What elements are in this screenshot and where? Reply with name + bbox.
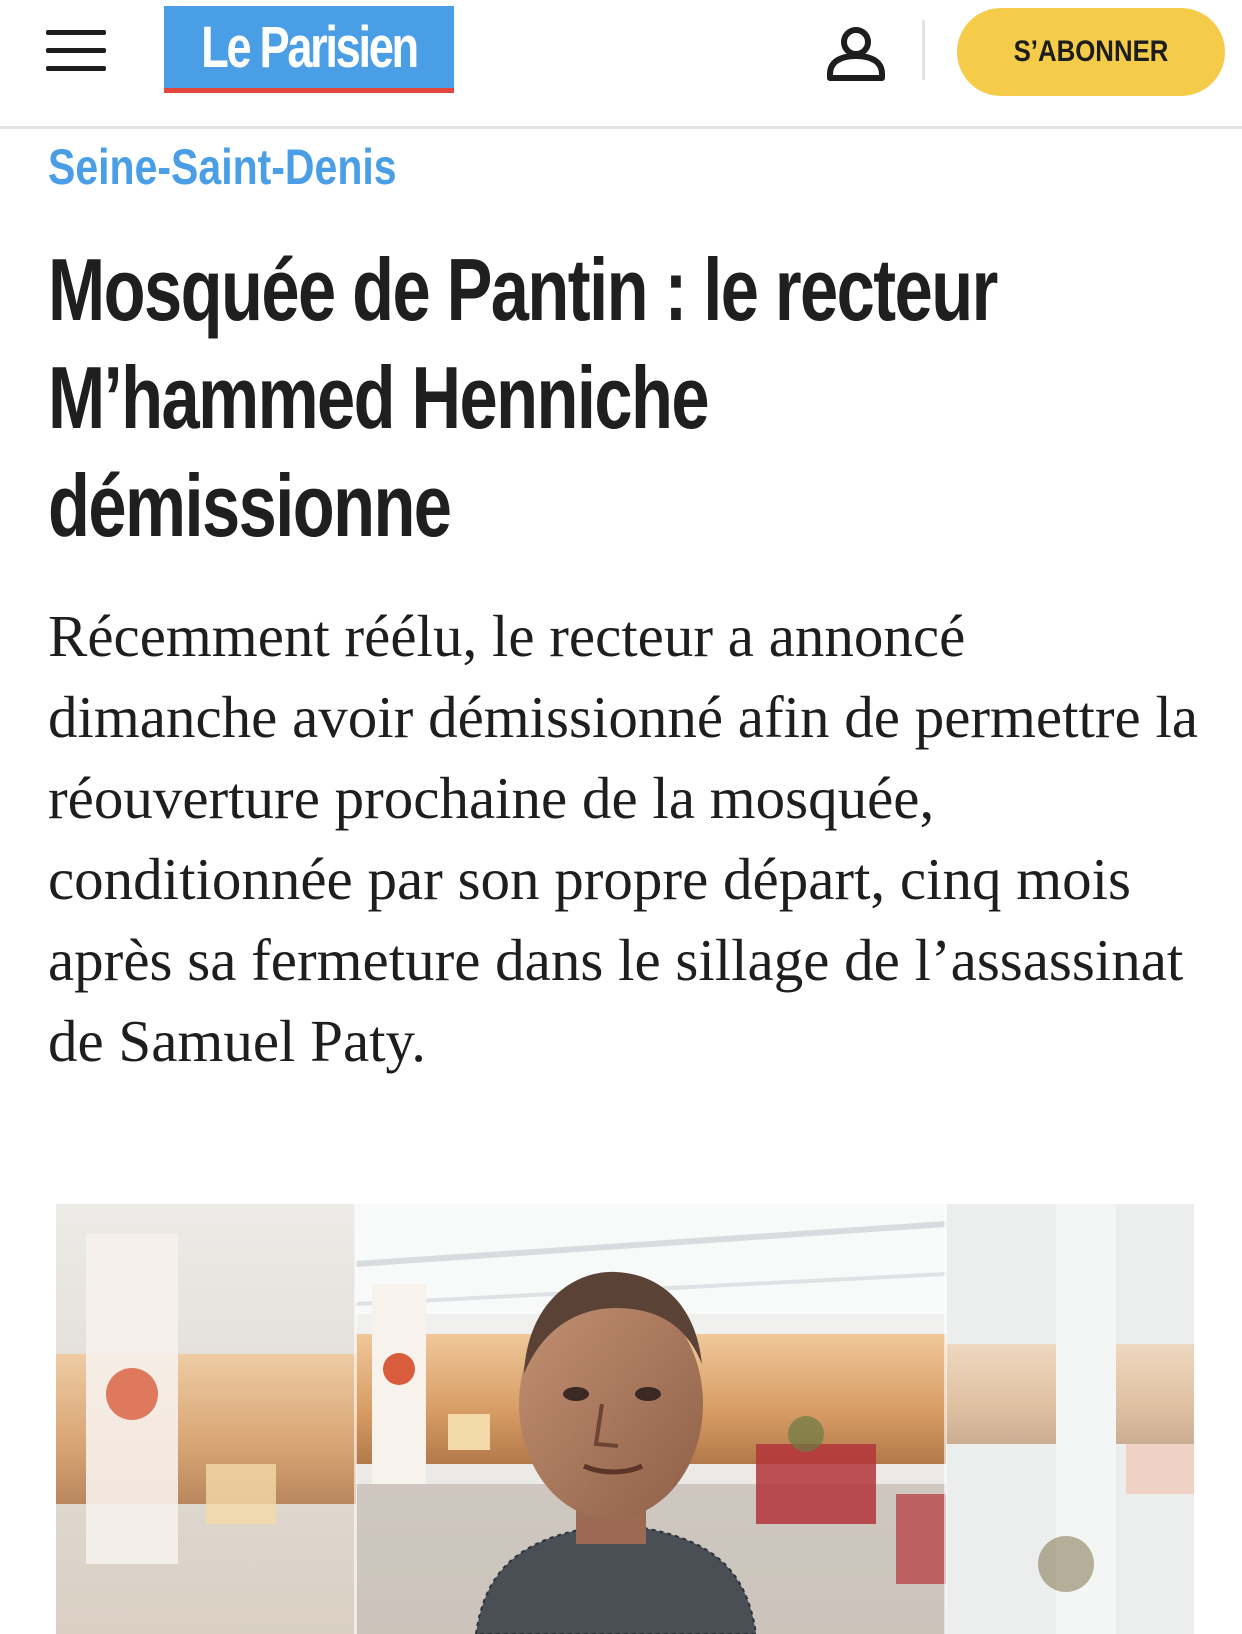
user-account-icon[interactable]	[824, 24, 888, 84]
hamburger-menu-icon[interactable]	[46, 26, 108, 76]
subscribe-label: S’ABONNER	[1013, 35, 1169, 68]
header-divider	[922, 20, 925, 80]
menu-bar	[46, 66, 106, 71]
logo-underline	[164, 88, 454, 93]
article-photo-illustration	[56, 1204, 1194, 1634]
subscribe-button[interactable]	[957, 8, 1225, 96]
headline-line: M’hammed Henniche	[48, 348, 709, 447]
menu-bar	[46, 30, 106, 35]
site-header	[0, 0, 1242, 129]
site-logo[interactable]	[164, 6, 454, 88]
section-label[interactable]: Seine-Saint-Denis	[48, 139, 397, 195]
headline-line: démissionne	[48, 456, 451, 555]
article-headline	[48, 236, 1140, 560]
menu-bar	[46, 48, 106, 53]
article-photo[interactable]	[56, 1204, 1194, 1634]
logo-text: Le Parisien	[201, 15, 417, 80]
headline-line: Mosquée de Pantin : le recteur	[48, 240, 997, 339]
user-account-icon-svg	[824, 24, 888, 84]
article-lede: Récemment réélu, le recteur a annoncé dimanche avoir démissionné afin de permettre la réouverture prochaine de la mosquée, conditionnée par son propre départ, cinq mois après sa fermeture dans le sillage de l’assassinat de Samuel Paty.	[48, 603, 1199, 1074]
